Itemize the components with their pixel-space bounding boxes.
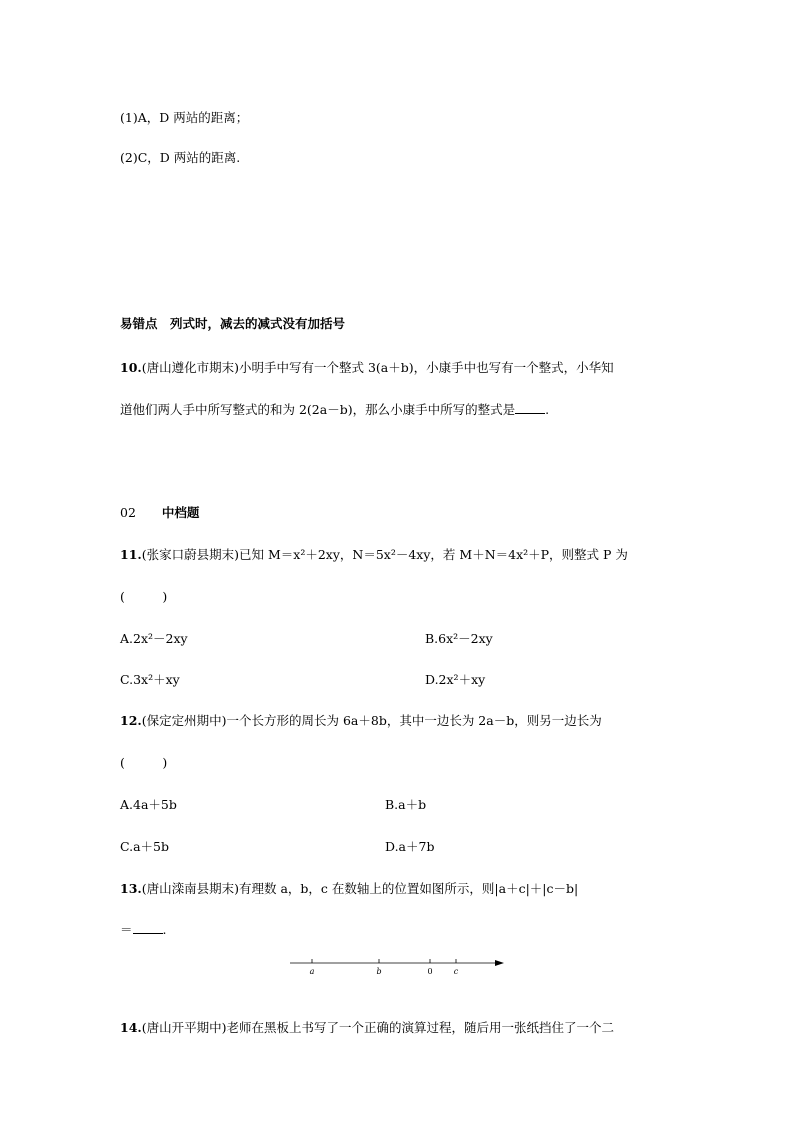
question-text: (唐山滦南县期末)有理数 a，b，c 在数轴上的位置如图所示，则|a＋c|＋|c－b| (141, 881, 579, 896)
question-text: (张家口蔚县期末)已知 M＝x²＋2xy，N＝5x²－4xy，若 M＋N＝4x²＋P，则整式 P 为 (141, 547, 628, 562)
level-number: 02 (120, 505, 136, 520)
question-number: 14. (120, 1020, 142, 1035)
level-heading (120, 505, 199, 521)
section-title: 易错点 列式时，减去的减式没有加括号 (120, 316, 346, 331)
answer-blank[interactable] (515, 401, 545, 414)
question-text: (唐山开平期中)老师在黑板上书写了一个正确的演算过程，随后用一张纸挡住了一个二 (141, 1020, 615, 1035)
question-text: ＝ (120, 922, 133, 937)
level-title: 中档题 (161, 505, 200, 520)
question-10-line-1 (120, 360, 614, 376)
question-11-answer-paren: ( ) (120, 589, 168, 604)
question-number: 10. (120, 360, 142, 375)
subquestion-1: (1)A，D 两站的距离； (120, 110, 249, 125)
label-zero: 0 (427, 967, 433, 976)
question-text: 道他们两人手中所写整式的和为 2(2a－b)，那么小康手中所写的整式是 (120, 402, 516, 417)
question-13-line-2 (120, 921, 167, 938)
question-12-line-1 (120, 713, 602, 729)
question-11-option-b[interactable]: B.6x²－2xy (425, 631, 493, 646)
period: . (545, 402, 550, 417)
question-12-answer-paren: ( ) (120, 755, 168, 770)
question-number: 13. (120, 881, 142, 896)
question-12-option-a[interactable]: A.4a＋5b (120, 797, 177, 812)
question-12-option-d[interactable]: D.a＋7b (385, 839, 435, 854)
question-10-line-2 (120, 401, 549, 418)
question-11-option-d[interactable]: D.2x²＋xy (425, 672, 486, 687)
label-b: b (376, 967, 382, 976)
question-11-option-a[interactable]: A.2x²－2xy (120, 631, 188, 646)
subquestion-2: (2)C，D 两站的距离. (120, 150, 241, 165)
label-c: c (453, 967, 459, 976)
question-text: (唐山遵化市期末)小明手中写有一个整式 3(a＋b)，小康手中也写有一个整式，小华知 (141, 360, 614, 375)
period: . (162, 922, 167, 937)
question-12-option-b[interactable]: B.a＋b (385, 797, 427, 812)
question-11-option-c[interactable]: C.3x²＋xy (120, 672, 180, 687)
question-14-line-1 (120, 1020, 614, 1036)
question-13-line-1 (120, 881, 578, 897)
label-a: a (309, 967, 315, 976)
question-12-option-c[interactable]: C.a＋5b (120, 839, 169, 854)
question-number: 12. (120, 713, 142, 728)
question-11-line-1 (120, 547, 628, 563)
arrow-icon (495, 960, 504, 966)
number-line-figure (290, 955, 505, 981)
question-number: 11. (120, 547, 142, 562)
answer-blank[interactable] (133, 921, 163, 934)
question-text: (保定定州期中)一个长方形的周长为 6a＋8b，其中一边长为 2a－b，则另一边长为 (141, 713, 602, 728)
